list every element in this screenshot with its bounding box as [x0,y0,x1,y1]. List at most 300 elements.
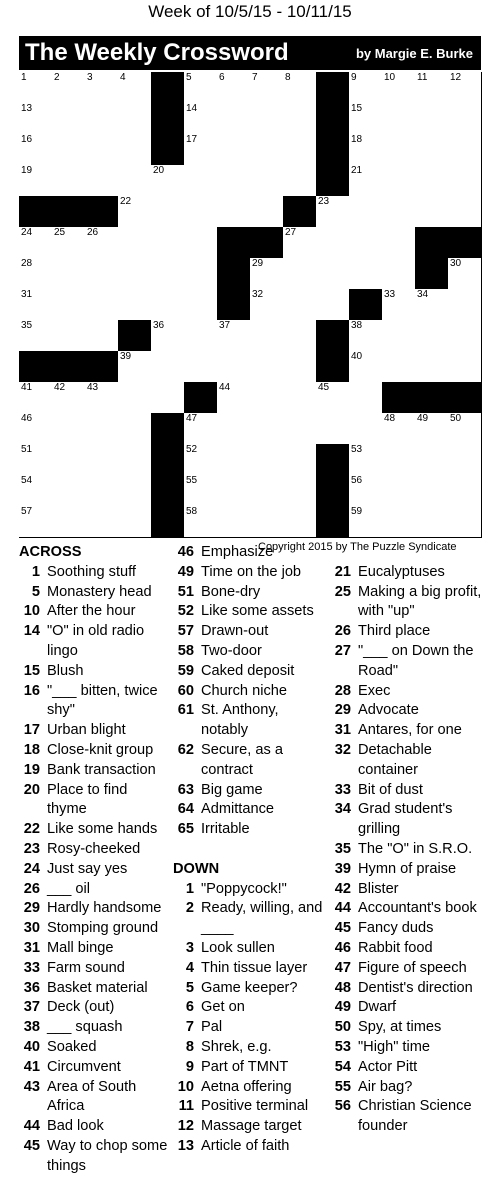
grid-cell[interactable] [349,475,383,507]
clue-number: 17 [23,722,40,739]
clue-item [19,1018,171,1038]
clue-text: Caked deposit [201,662,295,679]
grid-cell[interactable] [184,103,218,135]
grid-cell[interactable] [349,258,383,290]
grid-cell[interactable] [85,134,119,166]
clue-number: 22 [23,821,40,838]
grid-cell[interactable] [217,134,251,166]
clue-number: 16 [23,682,40,699]
grid-cell[interactable] [52,475,86,507]
clue-text: Just say yes [47,860,128,877]
grid-cell[interactable] [118,72,152,104]
grid-cell[interactable] [448,72,482,104]
clue-number: 26 [334,623,351,640]
grid-cell[interactable] [217,413,251,445]
clue-item [330,721,490,741]
clue-number: 15 [351,103,363,114]
grid-cell[interactable] [19,165,53,197]
grid-cell[interactable] [151,382,185,414]
clue-number: 6 [185,999,194,1016]
clue-item [19,1137,171,1177]
grid-cell[interactable] [382,103,416,135]
grid-cell[interactable] [349,165,383,197]
grid-cell[interactable] [151,165,185,197]
grid-cell[interactable] [448,506,482,538]
grid-cell[interactable] [349,103,383,135]
grid-cell[interactable] [118,413,152,445]
black-square [217,289,251,321]
clue-number: 56 [334,1098,351,1115]
grid-cell[interactable] [217,196,251,228]
clue-number: 20 [23,781,40,798]
grid-cell[interactable] [448,165,482,197]
black-square [151,506,185,538]
clue-number: 45 [318,382,330,393]
clue-number: 4 [120,72,126,83]
grid-cell[interactable] [19,134,53,166]
clue-text: Spy, at times [358,1019,442,1036]
clue-item [173,583,328,603]
grid-cell[interactable] [19,227,53,259]
clue-text: ___ oil [47,880,91,897]
grid-cell[interactable] [283,475,317,507]
grid-cell[interactable] [85,258,119,290]
clue-text: Irritable [201,821,250,838]
grid-cell[interactable] [19,258,53,290]
clue-text: Eucalyptuses [358,563,445,580]
clue-item [330,682,490,702]
grid-cell[interactable] [118,258,152,290]
grid-cell[interactable] [52,506,86,538]
grid-cell[interactable] [184,134,218,166]
grid-cell[interactable] [250,320,284,352]
clue-item [173,998,328,1018]
clue-text: Place to find thyme [47,781,128,818]
grid-cell[interactable] [19,103,53,135]
clue-number: 8 [185,1038,194,1055]
grid-cell[interactable] [52,320,86,352]
grid-cell[interactable] [349,444,383,476]
clue-text: Big game [201,781,263,798]
clue-item [173,662,328,682]
clue-text: Figure of speech [358,959,467,976]
clue-text: Time on the job [201,563,302,580]
grid-cell[interactable] [184,444,218,476]
grid-cell[interactable] [283,382,317,414]
grid-cell[interactable] [217,382,251,414]
grid-cell[interactable] [250,444,284,476]
grid-cell[interactable] [349,134,383,166]
grid-cell[interactable] [250,103,284,135]
grid-cell[interactable] [415,320,449,352]
clue-number: 50 [450,413,462,424]
grid-cell[interactable] [118,351,152,383]
grid-cell[interactable] [448,289,482,321]
grid-cell[interactable] [316,289,350,321]
grid-cell[interactable] [118,475,152,507]
clue-number: 36 [23,979,40,996]
clue-number: 59 [351,506,363,517]
grid-cell[interactable] [184,351,218,383]
grid-cell[interactable] [52,103,86,135]
grid-cell[interactable] [52,134,86,166]
grid-cell[interactable] [250,289,284,321]
grid-cell[interactable] [382,475,416,507]
clue-item [19,682,171,722]
grid-cell[interactable] [448,351,482,383]
clue-number: 14 [23,623,40,640]
clue-number: 29 [23,900,40,917]
grid-cell[interactable] [85,72,119,104]
clue-item [19,979,171,999]
grid-cell[interactable] [217,165,251,197]
clue-text: Mall binge [47,939,114,956]
clue-number: 44 [219,382,231,393]
grid-cell[interactable] [184,506,218,538]
clue-item [19,721,171,741]
grid-cell[interactable] [151,289,185,321]
clue-item [330,1018,490,1038]
clue-column-2 [173,543,328,1157]
grid-cell[interactable] [448,444,482,476]
black-square [151,72,185,104]
grid-cell[interactable] [19,413,53,445]
clue-number: 9 [351,72,357,83]
clue-number: 15 [23,662,40,679]
grid-cell[interactable] [283,227,317,259]
grid-cell[interactable] [19,506,53,538]
grid-cell[interactable] [382,444,416,476]
grid-cell[interactable] [415,444,449,476]
clue-number: 4 [185,959,194,976]
grid-cell[interactable] [283,134,317,166]
grid-cell[interactable] [217,72,251,104]
grid-cell[interactable] [349,196,383,228]
grid-cell[interactable] [283,506,317,538]
grid-cell[interactable] [52,258,86,290]
grid-cell[interactable] [283,413,317,445]
clue-text: "___ on Down the Road" [358,642,474,679]
clue-number: 47 [186,413,198,424]
grid-cell[interactable] [415,506,449,538]
grid-cell[interactable] [151,351,185,383]
clue-number: 29 [334,702,351,719]
grid-cell[interactable] [448,103,482,135]
clue-text: Fancy duds [358,920,434,937]
clue-item [330,583,490,623]
grid-cell[interactable] [184,320,218,352]
black-square [19,351,53,383]
grid-cell[interactable] [118,382,152,414]
clue-number: 38 [23,1019,40,1036]
clue-number: 49 [177,563,194,580]
clue-text: Game keeper? [201,979,298,996]
grid-cell[interactable] [85,165,119,197]
clue-number: 21 [334,563,351,580]
clue-number: 16 [21,134,33,145]
grid-cell[interactable] [85,103,119,135]
grid-cell[interactable] [283,289,317,321]
clue-number: 12 [177,1118,194,1135]
clue-text: Massage target [201,1118,302,1135]
grid-cell[interactable] [382,134,416,166]
grid-cell[interactable] [52,444,86,476]
clue-item [330,919,490,939]
grid-cell[interactable] [151,258,185,290]
grid-cell[interactable] [217,444,251,476]
grid-cell[interactable] [448,134,482,166]
clue-number: 46 [334,939,351,956]
grid-cell[interactable] [250,196,284,228]
grid-cell[interactable] [19,289,53,321]
grid-cell[interactable] [382,320,416,352]
grid-cell[interactable] [151,227,185,259]
clue-item [19,1117,171,1137]
grid-cell[interactable] [250,506,284,538]
grid-cell[interactable] [283,103,317,135]
grid-cell[interactable] [250,72,284,104]
grid-cell[interactable] [349,72,383,104]
clue-item [173,800,328,820]
black-square [316,320,350,352]
crossword-grid [19,72,481,537]
clue-number: 27 [285,227,297,238]
grid-cell[interactable] [85,382,119,414]
clue-number: 19 [23,761,40,778]
clue-column-3 [330,543,490,1137]
clue-number: 26 [23,880,40,897]
grid-cell[interactable] [184,227,218,259]
clue-item [330,1058,490,1078]
grid-cell[interactable] [316,196,350,228]
grid-cell[interactable] [415,351,449,383]
clue-text: Like some hands [47,821,158,838]
grid-cell[interactable] [184,72,218,104]
black-square [151,444,185,476]
grid-cell[interactable] [250,165,284,197]
grid-cell[interactable] [316,413,350,445]
grid-cell[interactable] [283,351,317,383]
grid-cell[interactable] [250,134,284,166]
clue-text: Antares, for one [358,722,462,739]
black-square [316,103,350,135]
grid-cell[interactable] [382,506,416,538]
clue-item [19,1038,171,1058]
grid-cell[interactable] [415,289,449,321]
black-square [415,227,449,259]
grid-cell[interactable] [349,413,383,445]
grid-cell[interactable] [382,227,416,259]
grid-cell[interactable] [217,320,251,352]
grid-cell[interactable] [19,382,53,414]
clue-item [173,1117,328,1137]
clue-text: Air bag? [358,1078,413,1095]
grid-cell[interactable] [19,320,53,352]
grid-cell[interactable] [283,320,317,352]
clue-number: 11 [178,1098,194,1115]
grid-cell[interactable] [316,258,350,290]
black-square [52,351,86,383]
grid-cell[interactable] [184,475,218,507]
grid-cell[interactable] [283,72,317,104]
grid-cell[interactable] [250,258,284,290]
clue-text: Urban blight [47,722,126,739]
grid-cell[interactable] [283,165,317,197]
clue-number: 53 [334,1038,351,1055]
clue-number: 43 [23,1078,40,1095]
clue-text: Bone-dry [201,583,261,600]
clue-item [19,741,171,761]
clue-number: 52 [177,603,194,620]
clue-number: 8 [285,72,291,83]
grid-cell[interactable] [382,413,416,445]
grid-cell[interactable] [85,413,119,445]
clue-number: 2 [54,72,60,83]
grid-cell[interactable] [316,227,350,259]
clue-item [330,979,490,999]
grid-cell[interactable] [250,351,284,383]
grid-cell[interactable] [85,227,119,259]
grid-cell[interactable] [415,165,449,197]
grid-cell[interactable] [250,475,284,507]
grid-cell[interactable] [349,382,383,414]
clue-text: Aetna offering [201,1078,292,1095]
clue-text: Bad look [47,1118,104,1135]
grid-cell[interactable] [349,227,383,259]
clue-text: Look sullen [201,939,275,956]
grid-cell[interactable] [382,165,416,197]
grid-cell[interactable] [316,382,350,414]
clue-number: 18 [23,741,40,758]
grid-cell[interactable] [184,258,218,290]
clue-text: Positive terminal [201,1098,309,1115]
grid-cell[interactable] [217,351,251,383]
clue-text: Dentist's direction [358,979,473,996]
grid-cell[interactable] [415,196,449,228]
black-square [316,444,350,476]
grid-cell[interactable] [184,196,218,228]
grid-cell[interactable] [415,103,449,135]
grid-cell[interactable] [382,289,416,321]
grid-cell[interactable] [85,320,119,352]
grid-cell[interactable] [217,506,251,538]
clue-number: 61 [177,702,194,719]
clue-number: 26 [87,227,99,238]
grid-cell[interactable] [19,444,53,476]
black-square [448,382,482,414]
grid-cell[interactable] [184,165,218,197]
grid-cell[interactable] [415,413,449,445]
grid-cell[interactable] [184,289,218,321]
clue-item [19,761,171,781]
grid-cell[interactable] [382,72,416,104]
grid-cell[interactable] [151,196,185,228]
grid-cell[interactable] [283,258,317,290]
clue-number: 21 [351,165,363,176]
grid-cell[interactable] [85,506,119,538]
grid-cell[interactable] [349,320,383,352]
grid-cell[interactable] [415,134,449,166]
grid-cell[interactable] [118,444,152,476]
grid-cell[interactable] [118,289,152,321]
grid-cell[interactable] [52,289,86,321]
grid-cell[interactable] [118,506,152,538]
grid-cell[interactable] [118,196,152,228]
black-square [349,289,383,321]
clue-number: 29 [252,258,264,269]
grid-cell[interactable] [118,165,152,197]
clue-item [330,563,490,583]
grid-cell[interactable] [52,413,86,445]
clue-item [330,860,490,880]
clue-text: Article of faith [201,1137,290,1154]
grid-cell[interactable] [349,351,383,383]
black-square [151,134,185,166]
grid-cell[interactable] [19,72,53,104]
grid-cell[interactable] [118,227,152,259]
grid-cell[interactable] [52,227,86,259]
grid-cell[interactable] [448,258,482,290]
clue-item [173,1038,328,1058]
clue-text: Third place [358,623,431,640]
clue-item [173,1018,328,1038]
grid-cell[interactable] [382,351,416,383]
grid-cell[interactable] [283,444,317,476]
grid-cell[interactable] [448,413,482,445]
grid-cell[interactable] [19,475,53,507]
clue-number: 57 [21,506,33,517]
clue-text: Part of TMNT [201,1058,289,1075]
grid-cell[interactable] [52,382,86,414]
grid-cell[interactable] [349,506,383,538]
grid-cell[interactable] [85,444,119,476]
grid-cell[interactable] [118,103,152,135]
grid-cell[interactable] [118,134,152,166]
grid-cell[interactable] [448,320,482,352]
grid-cell[interactable] [85,475,119,507]
clue-number: 45 [334,920,351,937]
grid-cell[interactable] [52,165,86,197]
clue-item [173,701,328,741]
grid-cell[interactable] [217,103,251,135]
clue-text: Pal [201,1019,223,1036]
grid-cell[interactable] [85,289,119,321]
grid-cell[interactable] [184,413,218,445]
grid-cell[interactable] [151,320,185,352]
black-square [151,413,185,445]
grid-cell[interactable] [250,413,284,445]
copyright: Copyright 2015 by The Puzzle Syndicate [258,541,457,553]
clue-number: 31 [334,722,351,739]
clue-number: 6 [219,72,225,83]
grid-cell[interactable] [448,196,482,228]
grid-cell[interactable] [415,475,449,507]
clue-number: 14 [186,103,198,114]
grid-cell[interactable] [382,196,416,228]
clue-number: 27 [334,642,351,659]
grid-cell[interactable] [250,382,284,414]
clue-item [19,583,171,603]
clue-text: Like some assets [201,603,314,620]
clue-text: Blister [358,880,399,897]
clue-text: Accountant's book [358,900,477,917]
clue-number: 3 [185,939,194,956]
grid-cell[interactable] [415,72,449,104]
grid-cell[interactable] [217,475,251,507]
grid-cell[interactable] [382,258,416,290]
grid-cell[interactable] [448,475,482,507]
grid-cell[interactable] [52,72,86,104]
